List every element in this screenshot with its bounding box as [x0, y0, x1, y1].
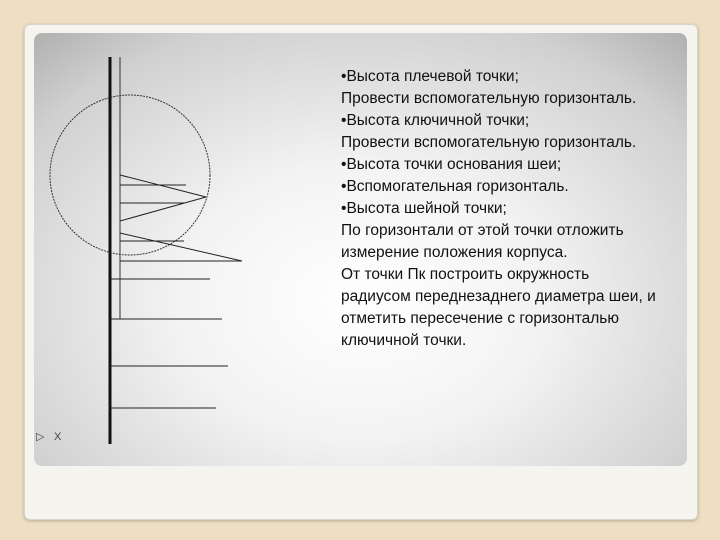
triangle-lower-line — [120, 197, 206, 221]
corner-marker-icon: ▷ — [36, 430, 45, 443]
bullet-line: • Вспомогательная горизонталь. — [341, 176, 661, 198]
text-line: По горизонтали от этой точки отложить измерение положения корпуса. — [341, 222, 624, 261]
bullet-line: • Высота точки основания шеи; — [341, 154, 661, 176]
text-line: Провести вспомогательную горизонталь. — [341, 134, 637, 151]
triangle-upper-line — [120, 175, 206, 197]
bullet-line: • Высота плечевой точки; — [341, 66, 661, 88]
bullet-line: • Высота шейной точки; — [341, 198, 661, 220]
neck-circle — [50, 95, 210, 255]
text-block — [341, 66, 661, 352]
text-line: От точки Пк построить окружность радиусом переднезаднего диаметра шеи, и отметить пересечение с горизонталью ключичной точки. — [341, 266, 656, 349]
bullet-line: • Высота ключичной точки; — [341, 110, 661, 132]
text-line: Провести вспомогательную горизонталь. — [341, 90, 637, 107]
corner-label: X — [54, 431, 62, 443]
